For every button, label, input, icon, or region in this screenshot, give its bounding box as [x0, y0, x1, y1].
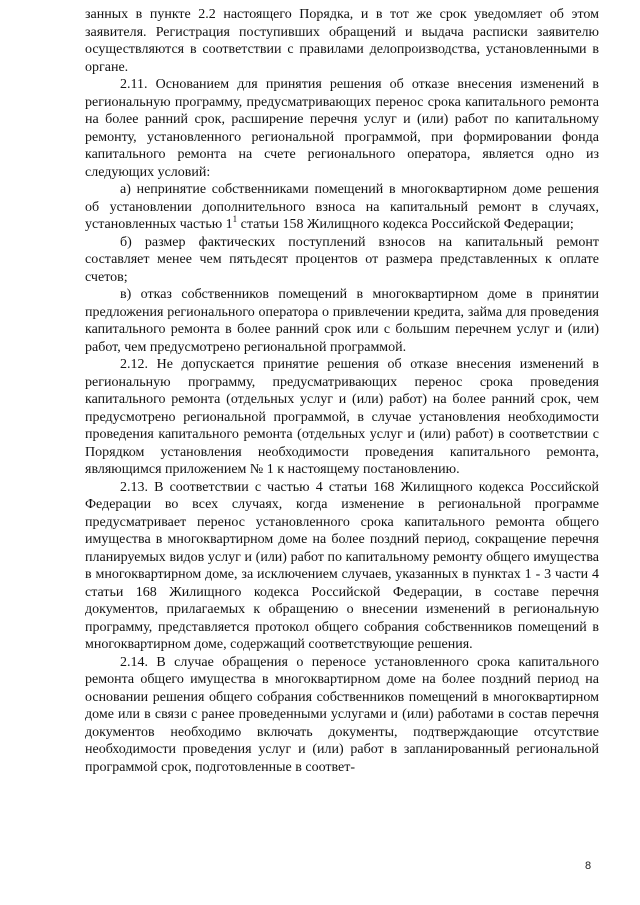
list-item-a-text-end: статьи 158 Жилищного кодекса Российской Федерации; [237, 217, 574, 232]
page-number: 8 [585, 860, 592, 872]
list-item-a [85, 181, 599, 234]
list-item-a-text: а) непринятие собственниками помещений в многоквартирном доме решения об установлении дополнительного взноса на капитальный ремонт в случаях, установленных частью 1 [85, 182, 599, 232]
list-item-b: б) размер фактических поступлений взносов на капитальный ремонт составляет менее чем пятьдесят процентов от размера представленных к оплате счетов; [85, 234, 599, 285]
paragraph-2-14: 2.14. В случае обращения о переносе установленного срока капитального ремонта общего имущества в многоквартирном доме на более поздний период на основании решения общего собрания собственников помещений в многоквартирном доме или в связи с ранее проведенными услугами и (или) работами в состав перечня документов необходимо включать документы, подтверждающие отсутствие необходимости проведения услуг и (или) работ в запланированный региональной программой срок, подготовленные в соответ- [85, 654, 599, 775]
paragraph-2-12: 2.12. Не допускается принятие решения об отказе внесения изменений в региональную программу, предусматривающих перенос срока проведения капитального ремонта (отдельных услуг и (или) работ) на более ранний срок, чем предусмотрено региональной программой, в случае установления необходимости проведения капитального ремонта (отдельных услуг и (или) работ) в соответствии с Порядком установления необходимости проведения капитального ремонта, являющимся приложением № 1 к настоящему постановлению. [85, 357, 599, 477]
paragraph-2-13: 2.13. В соответствии с частью 4 статьи 168 Жилищного кодекса Российской Федерации во всех случаях, когда изменение в региональной программе предусматривает перенос установленного срока капитального ремонта общего имущества в многоквартирном доме на более поздний период, сокращение перечня планируемых видов услуг и (или) работ по капитальному ремонту общего имущества в многоквартирном доме, за исключением случаев, указанных в пунктах 1 - 3 части 4 статьи 168 Жилищного кодекса Российской Федерации, в составе перечня документов, прилагаемых к обращению о внесении изменений в региональную программу, представляется протокол общего собрания собственников помещений в многоквартирном доме, содержащий соответствующие решения. [85, 479, 599, 652]
paragraph-intro: занных в пункте 2.2 настоящего Порядка, и в тот же срок уведомляет об этом заявителя. Регистрация поступивших обращений и выдача расписки заявителю осуществляются в соответствии с правилами делопроизводства, установленными в органе. [85, 7, 599, 75]
superscript: 1 [232, 214, 238, 224]
paragraph-2-11: 2.11. Основанием для принятия решения об отказе внесения изменений в региональную программу, предусматривающих перенос срока капитального ремонта на более ранний срок, расширение перечня услуг и (или) работ по капитальному ремонту, установленного региональной программой, при формировании фонда капитального ремонта на счете регионального оператора, является одно из следующих условий: [85, 77, 599, 180]
list-item-v: в) отказ собственников помещений в многоквартирном доме в принятии предложения регионального оператора о привлечении кредита, займа для проведения капитального ремонта в более ранний срок или с большим перечнем услуг и (или) работ, чем предусмотрено региональной программой. [85, 287, 599, 355]
document-body [85, 6, 599, 776]
